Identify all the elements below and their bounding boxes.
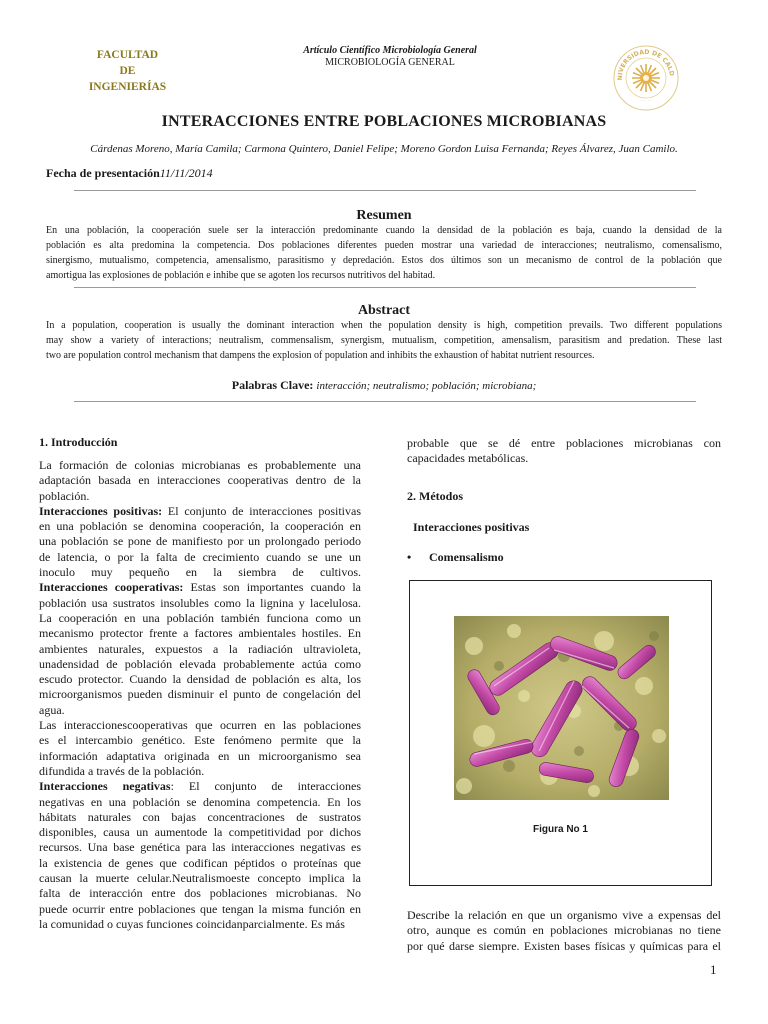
keywords-label: Palabras Clave: [231,378,314,392]
faculty-line: INGENIERÍAS [88,81,167,93]
body-line: hábitats naturales con bajas concentraciones de sustratos [39,809,361,824]
body-line: de latencia, o por la falta de crecimiento cuando se une un [39,549,361,564]
bullet-item [407,550,504,565]
faculty-label [80,47,175,95]
faculty-line: DE [119,65,136,77]
keywords [0,378,768,393]
date-value: 11/11/2014 [159,166,213,180]
body-line: la comunidad o cuyas funciones coincidanparcialmente. Es más [39,916,345,931]
body-line: por qué darse siempre. Existen bases físicas y químicas para el [407,938,721,953]
right-column-top [407,436,721,467]
university-seal-icon [612,44,680,112]
figure-bacteria-micrograph [454,616,669,800]
body-line: en una población se denomina cooperación, la cooperación en [39,519,361,534]
journal-header [230,45,550,69]
right-column-bottom [407,908,721,954]
body-line: capacidades metabólicas. [407,451,529,466]
resumen-heading: Resumen [356,208,412,223]
abstract-heading: Abstract [357,303,411,318]
body-line: causan la muerte celular.Neutralismoeste concepto implica la [39,871,361,886]
paper-title: INTERACCIONES ENTRE POBLACIONES MICROBIANAS [161,113,607,130]
body-line: población. [39,488,90,503]
body-line: probable que se dé entre poblaciones microbianas con [407,436,721,450]
body-line: es el intercambio genético. Este fenómeno permite que la [39,733,361,748]
introduction-heading: 1. Introducción [39,435,118,449]
body-line: Interacciones cooperativas: Estas son importantes cuando la [39,580,362,595]
divider [74,190,696,191]
body-line: mecanismo protector frente a factores ambientales hostiles. En [39,626,361,641]
resumen-line: población es alta predomina la competencia. Dos poblaciones diferentes pueden mostrar una variedad de interacciones; neutralismo, comensalismo, [46,240,722,251]
body-line: ambientes naturales, expuestos a la radiación ultravioleta, [39,641,361,656]
faculty-line: FACULTAD [96,49,159,61]
bold-term: Interacciones cooperativas: [39,580,184,595]
svg-text:· · · · ·: · · · · · [640,99,652,103]
body-line: Interacciones positivas: El conjunto de interacciones positivas [39,503,361,518]
body-line: adaptación basada en interacciones cooperativas dentro de la [39,473,361,488]
body-line: puede ocurrir entre poblaciones que tengan la misma función en [39,901,361,916]
course-name: MICROBIOLOGÍA GENERAL [325,57,455,68]
body-line: otro, aunque es común en poblaciones microbianas no tiene [407,923,721,938]
body-line: población usa sustratos insolubles como la lignina y lacelulosa. [39,595,361,610]
body-line: la existencia de genes que codifican péptidos o proteínas que [39,855,361,870]
seal-text: NIVERSIDAD DE CALD [616,48,675,81]
body-line: disponibles, causa un aumentode la competitividad por dichos [39,825,361,840]
page-number: 1 [710,962,717,977]
resumen-line: En una población, la cooperación suele ser la interacción predominante cuando la densidad de la población es baja, cuando la densidad de la [46,225,722,236]
bold-term: Interacciones negativas [39,779,171,794]
body-line: recursos. Una base genética para las interacciones negativas es [39,840,361,855]
divider [74,401,696,402]
body-line: Interacciones negativas: El conjunto de interacciones [39,779,361,794]
body-line: microorganismos pueden disminuir el punto de congelación del [39,687,361,702]
body-line: La formación de colonias microbianas es probablemente una [39,458,361,472]
date-label: Fecha de presentación [46,166,160,180]
body-line: falta de interacción entre dos poblaciones microbianas. No [39,886,361,901]
body-line: agua. [39,702,65,717]
abstract-body [46,318,722,363]
body-line: escudo protector. Cuando la densidad de población es alta, los [39,672,361,687]
body-line: Las interaccionescooperativas que ocurren en las poblaciones [39,718,361,733]
body-line: La cooperación en una población también funciona como un [39,610,361,625]
resumen-line: sinergismo, mutualismo, competencia, amensalismo, parasitismo y depredación. Estos dos últimos son un mecanismo de control de la población que [46,255,722,266]
introduction-body [39,458,361,932]
body-line: Describe la relación en que un organismo vive a expensas del [407,908,721,922]
presentation-date [46,166,213,181]
figure-caption: Figura No 1 [532,824,588,835]
subheading-positive-interactions: Interacciones positivas [413,520,530,534]
body-line: inoculo muy pequeño en la siembra de cultivos. [39,565,361,580]
keywords-value: interacción; neutralismo; población; microbiana; [316,380,537,392]
abstract-line: may show a variety of interactions; neutralism, commensalism, synergism, mutualism, competition, amensalism, parasitism and predation. These last [46,335,722,346]
bullet-item-label: Comensalismo [429,550,504,564]
body-line: una población se pone de manifiesto por un prolongado periodo [39,534,361,549]
body-line: información adaptativa originada en un microorganismo sea [39,748,361,763]
bullet-marker: • [407,550,412,564]
abstract-line: In a population, cooperation is usually the dominant interaction when the population density is high, competition prevails. Two different populations [46,320,722,331]
article-type: Artículo Científico Microbiología General [303,45,477,56]
methods-heading: 2. Métodos [407,489,463,503]
divider [74,287,696,288]
body-line: difundida a través de la población. [39,763,205,778]
author-list: Cárdenas Moreno, María Camila; Carmona Quintero, Daniel Felipe; Moreno Gordon Luisa Fernanda; Reyes Álvarez, Juan Camilo. [90,143,678,155]
resumen-line: amortigua las explosiones de población e inhibe que se agoten los recursos nutritivos del habitad. [46,270,436,281]
body-line: unadensidad de población elevada probablemente actúa como [39,656,361,671]
body-line: negativas en una población se denomina competencia. En los [39,794,361,809]
abstract-line: two are population control mechanism that dampens the explosion of population and inhibits the exhaustion of habitat nutrient resources. [46,350,595,361]
resumen-body [46,223,722,283]
bold-term: Interacciones positivas: [39,503,163,518]
